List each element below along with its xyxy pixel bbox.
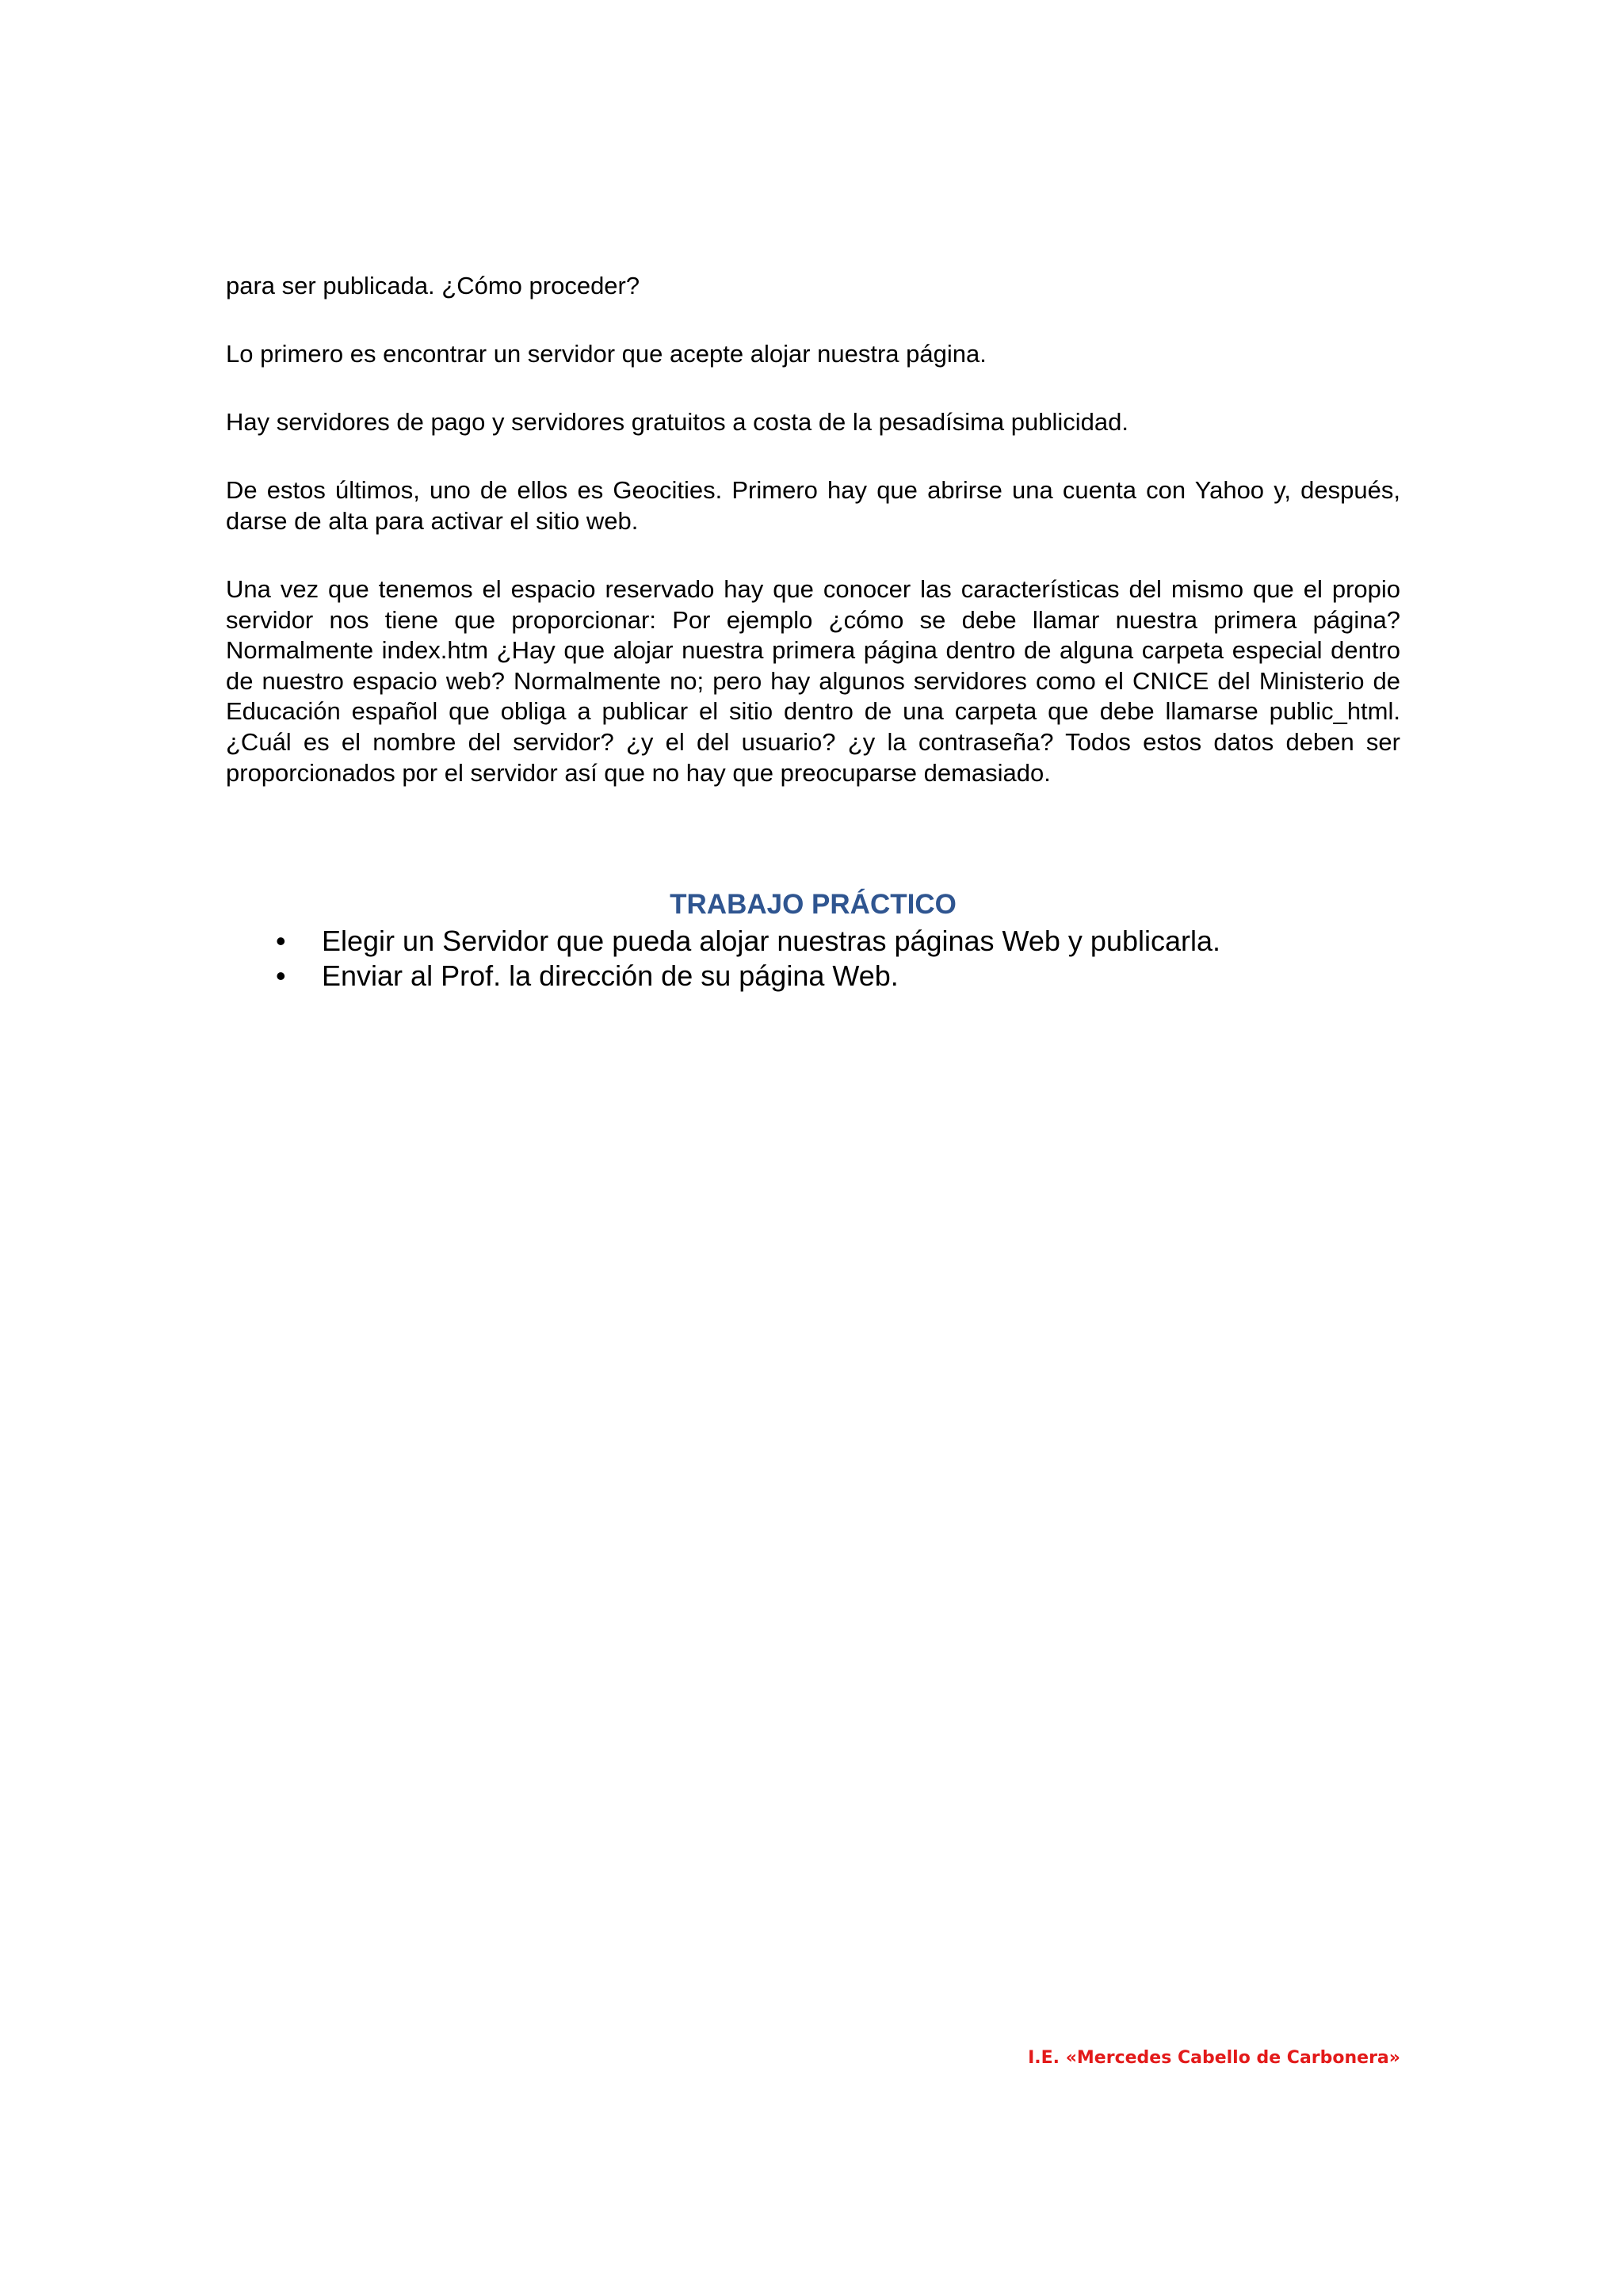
practical-work-list [269, 924, 1395, 994]
paragraph-intro: para ser publicada. ¿Cómo proceder? [226, 272, 640, 299]
footer-institution: I.E. «Mercedes Cabello de Carbonera» [1028, 2048, 1400, 2068]
paragraph-space-details: Una vez que tenemos el espacio reservado hay que conocer las características del mismo que el propio servidor nos tiene que proporcionar: Por ejemplo ¿cómo se debe llamar nuestra primera página? Normalmente index.htm ¿Hay que alojar nuestra primera página dentro de alguna carpeta especial dentro de nuestro espacio web? Normalmente no; pero hay algunos servidores como el CNICE del Ministerio de Educación español que obliga a publicar el sitio dentro de una carpeta que debe llamarse public_html. ¿Cuál es el nombre del servidor? ¿y el del usuario? ¿y la contraseña? Todos estos datos deben ser proporcionados por el servidor así que no hay que preocuparse demasiado. [226, 575, 1400, 787]
paragraph-geocities: De estos últimos, uno de ellos es Geocities. Primero hay que abrirse una cuenta con Yahoo y, después, darse de alta para activar el sitio web. [226, 476, 1400, 535]
paragraph-find-server: Lo primero es encontrar un servidor que acepte alojar nuestra página. [226, 340, 987, 368]
list-item-text: Enviar al Prof. la dirección de su página Web. [322, 959, 899, 992]
list-item-text: Elegir un Servidor que pueda alojar nuestras páginas Web y publicarla. [322, 925, 1221, 957]
paragraph-server-types: Hay servidores de pago y servidores gratuitos a costa de la pesadísima publicidad. [226, 408, 1129, 436]
bullet-icon: • [276, 959, 286, 992]
list-item [269, 959, 1395, 994]
practical-work-heading: TRABAJO PRÁCTICO [670, 889, 957, 920]
list-item [269, 924, 1395, 959]
bullet-icon: • [276, 925, 286, 957]
